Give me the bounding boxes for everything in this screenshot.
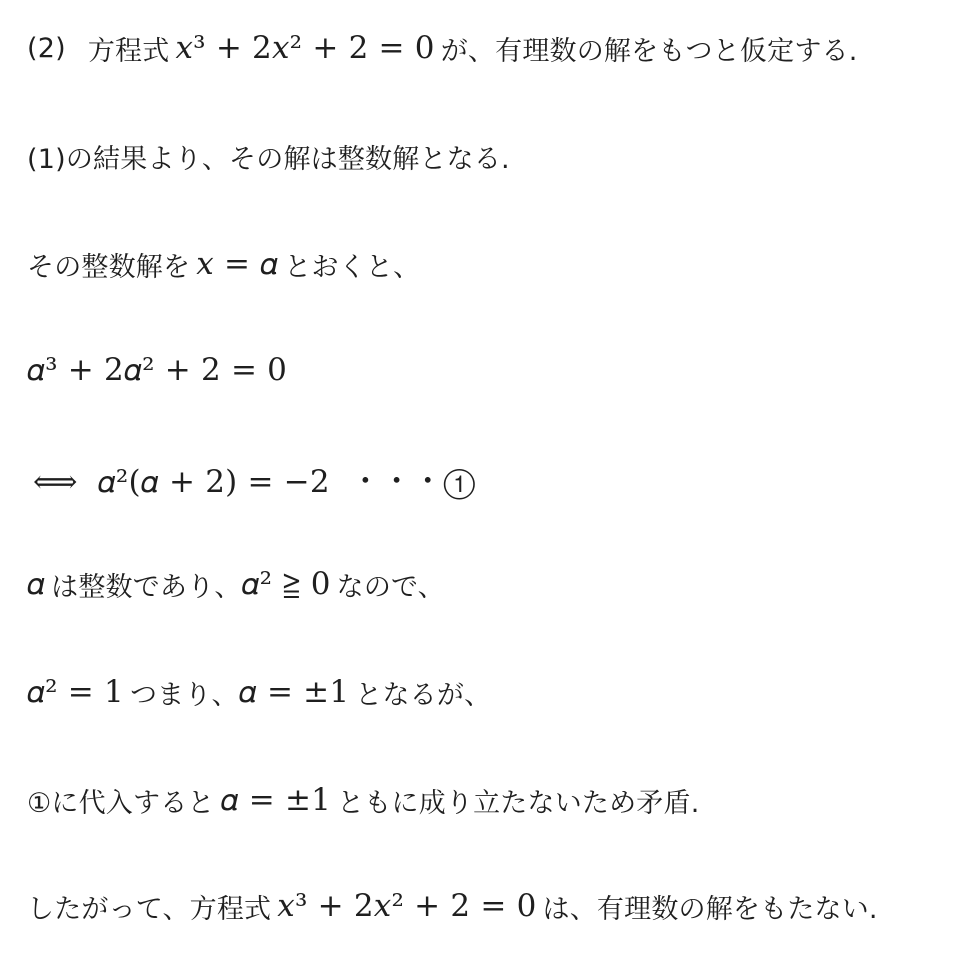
text: つまり、 [129, 679, 239, 711]
text: が、有理数の解をもつと仮定する. [440, 35, 858, 67]
equation: 𝑥³ + 2𝑥² + 2 = 0 [175, 30, 435, 66]
text: は、有理数の解をもたない. [542, 893, 878, 925]
line-alpha-equation [27, 345, 944, 395]
equation: 𝛼³ + 2𝛼² + 2 = 0 [27, 351, 288, 388]
text: (1)の結果より、その解は整数解となる. [27, 143, 510, 175]
line-integer-solution [27, 131, 944, 181]
line-contradiction [27, 775, 944, 825]
equation: 𝛼 = ±1 [238, 673, 350, 710]
equation: 𝑥 = 𝛼 [196, 245, 279, 282]
line-set-alpha [27, 239, 944, 289]
text: となるが、 [355, 679, 492, 711]
line-equivalence [27, 453, 944, 503]
line-conclusion [27, 881, 944, 931]
equation: 𝛼 [27, 565, 46, 602]
equation: 𝛼² = 1 [27, 673, 124, 710]
text: は整数であり、 [51, 571, 242, 603]
text: したがって、方程式 [27, 893, 272, 925]
text: ともに成り立たないため矛盾. [337, 787, 700, 819]
problem-number: (2) [27, 32, 66, 64]
text: とおくと、 [284, 251, 421, 283]
text: 方程式 [87, 35, 170, 67]
equation: 𝑥³ + 2𝑥² + 2 = 0 [277, 888, 537, 924]
text: その整数解を [27, 251, 191, 283]
text: なので、 [336, 571, 445, 603]
equation: ⟺ 𝛼²(𝛼 + 2) = −2 ・・・① [33, 463, 476, 500]
text: ①に代入すると [27, 787, 215, 819]
line-alpha-values [27, 667, 944, 717]
line-alpha-integer [27, 559, 944, 609]
line-assumption [27, 23, 944, 73]
equation: 𝛼 = ±1 [220, 781, 332, 818]
equation: 𝛼² ≧ 0 [241, 565, 331, 602]
